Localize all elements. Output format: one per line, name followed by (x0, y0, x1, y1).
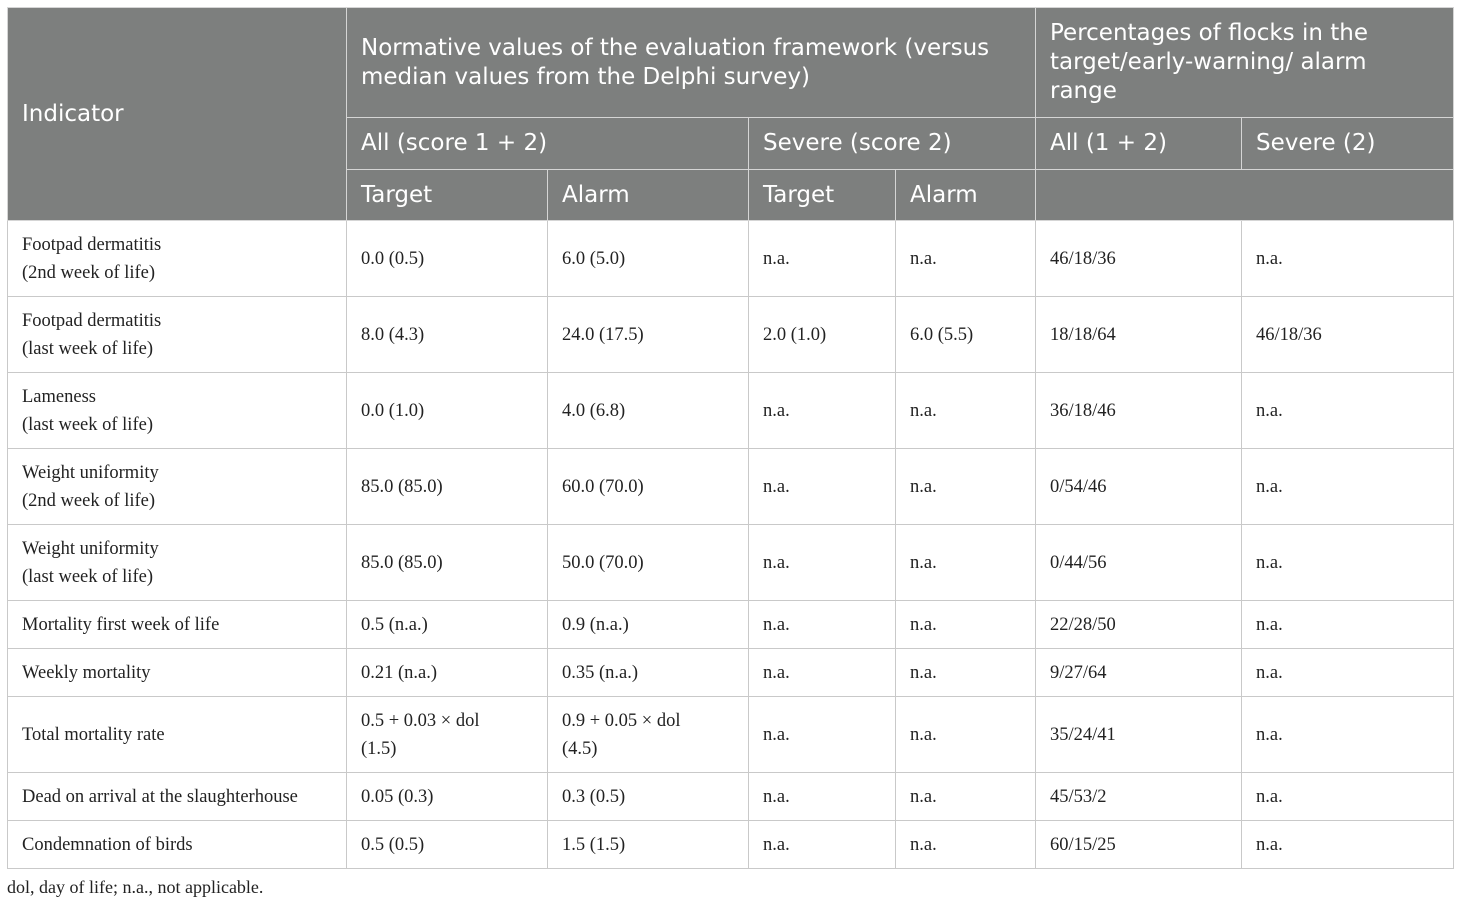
all-target-cell: 0.0 (0.5) (347, 221, 548, 297)
severe-alarm-cell: n.a. (896, 601, 1036, 649)
pct-all-cell: 60/15/25 (1036, 821, 1242, 869)
indicator-cell: Total mortality rate (8, 697, 347, 773)
header-normative-values: Normative values of the evaluation framework (versus median values from the Delphi survey) (347, 8, 1036, 118)
severe-alarm-cell: 6.0 (5.5) (896, 297, 1036, 373)
table-row (8, 773, 1454, 821)
table-row (8, 373, 1454, 449)
severe-target-cell: n.a. (749, 449, 896, 525)
table-row (8, 601, 1454, 649)
pct-all-cell: 35/24/41 (1036, 697, 1242, 773)
pct-all-cell: 0/44/56 (1036, 525, 1242, 601)
severe-target-cell: n.a. (749, 373, 896, 449)
indicator-table (7, 7, 1454, 869)
pct-all-cell: 36/18/46 (1036, 373, 1242, 449)
all-target-cell: 85.0 (85.0) (347, 525, 548, 601)
pct-all-cell: 22/28/50 (1036, 601, 1242, 649)
pct-all-cell: 45/53/2 (1036, 773, 1242, 821)
header-severe-pct: Severe (2) (1242, 118, 1454, 170)
indicator-cell: Lameness (last week of life) (8, 373, 347, 449)
header-alarm-all: Alarm (548, 170, 749, 221)
severe-alarm-cell: n.a. (896, 697, 1036, 773)
severe-alarm-cell: n.a. (896, 525, 1036, 601)
indicator-cell: Weight uniformity (last week of life) (8, 525, 347, 601)
table-row (8, 525, 1454, 601)
table-header (8, 8, 1454, 221)
table-row (8, 821, 1454, 869)
header-target-severe: Target (749, 170, 896, 221)
header-target-all: Target (347, 170, 548, 221)
severe-alarm-cell: n.a. (896, 773, 1036, 821)
severe-target-cell: 2.0 (1.0) (749, 297, 896, 373)
severe-target-cell: n.a. (749, 649, 896, 697)
all-target-cell: 0.21 (n.a.) (347, 649, 548, 697)
pct-severe-cell: n.a. (1242, 821, 1454, 869)
pct-severe-cell: n.a. (1242, 221, 1454, 297)
header-empty-cell (1036, 170, 1454, 221)
pct-all-cell: 0/54/46 (1036, 449, 1242, 525)
table-row (8, 649, 1454, 697)
severe-target-cell: n.a. (749, 601, 896, 649)
severe-alarm-cell: n.a. (896, 221, 1036, 297)
all-alarm-cell: 0.9 + 0.05 × dol (4.5) (548, 697, 749, 773)
pct-severe-cell: n.a. (1242, 649, 1454, 697)
pct-all-cell: 46/18/36 (1036, 221, 1242, 297)
all-target-cell: 85.0 (85.0) (347, 449, 548, 525)
all-target-cell: 0.5 + 0.03 × dol (1.5) (347, 697, 548, 773)
pct-severe-cell: n.a. (1242, 601, 1454, 649)
table-row (8, 297, 1454, 373)
severe-target-cell: n.a. (749, 773, 896, 821)
data-table-container (7, 7, 1453, 869)
severe-target-cell: n.a. (749, 697, 896, 773)
all-alarm-cell: 60.0 (70.0) (548, 449, 749, 525)
severe-target-cell: n.a. (749, 525, 896, 601)
indicator-cell: Weight uniformity (2nd week of life) (8, 449, 347, 525)
header-percentages: Percentages of flocks in the target/early-warning/ alarm range (1036, 8, 1454, 118)
indicator-cell: Dead on arrival at the slaughterhouse (8, 773, 347, 821)
severe-alarm-cell: n.a. (896, 449, 1036, 525)
header-all-pct: All (1 + 2) (1036, 118, 1242, 170)
all-target-cell: 0.5 (0.5) (347, 821, 548, 869)
pct-severe-cell: n.a. (1242, 373, 1454, 449)
indicator-cell: Mortality first week of life (8, 601, 347, 649)
indicator-cell: Footpad dermatitis (last week of life) (8, 297, 347, 373)
all-alarm-cell: 50.0 (70.0) (548, 525, 749, 601)
header-severe-score: Severe (score 2) (749, 118, 1036, 170)
pct-severe-cell: n.a. (1242, 773, 1454, 821)
table-body (8, 221, 1454, 869)
pct-severe-cell: 46/18/36 (1242, 297, 1454, 373)
table-row (8, 221, 1454, 297)
pct-all-cell: 18/18/64 (1036, 297, 1242, 373)
table-row (8, 697, 1454, 773)
all-target-cell: 8.0 (4.3) (347, 297, 548, 373)
indicator-cell: Footpad dermatitis (2nd week of life) (8, 221, 347, 297)
indicator-cell: Condemnation of birds (8, 821, 347, 869)
header-all-score: All (score 1 + 2) (347, 118, 749, 170)
table-row (8, 449, 1454, 525)
table-footnote: dol, day of life; n.a., not applicable. (7, 877, 264, 897)
all-target-cell: 0.5 (n.a.) (347, 601, 548, 649)
severe-alarm-cell: n.a. (896, 373, 1036, 449)
pct-severe-cell: n.a. (1242, 697, 1454, 773)
severe-target-cell: n.a. (749, 821, 896, 869)
severe-target-cell: n.a. (749, 221, 896, 297)
all-alarm-cell: 24.0 (17.5) (548, 297, 749, 373)
all-target-cell: 0.05 (0.3) (347, 773, 548, 821)
indicator-cell: Weekly mortality (8, 649, 347, 697)
all-alarm-cell: 4.0 (6.8) (548, 373, 749, 449)
header-alarm-severe: Alarm (896, 170, 1036, 221)
pct-severe-cell: n.a. (1242, 449, 1454, 525)
all-alarm-cell: 0.3 (0.5) (548, 773, 749, 821)
all-alarm-cell: 0.9 (n.a.) (548, 601, 749, 649)
all-alarm-cell: 1.5 (1.5) (548, 821, 749, 869)
header-indicator: Indicator (8, 8, 347, 221)
all-target-cell: 0.0 (1.0) (347, 373, 548, 449)
all-alarm-cell: 0.35 (n.a.) (548, 649, 749, 697)
all-alarm-cell: 6.0 (5.0) (548, 221, 749, 297)
severe-alarm-cell: n.a. (896, 821, 1036, 869)
severe-alarm-cell: n.a. (896, 649, 1036, 697)
pct-severe-cell: n.a. (1242, 525, 1454, 601)
pct-all-cell: 9/27/64 (1036, 649, 1242, 697)
